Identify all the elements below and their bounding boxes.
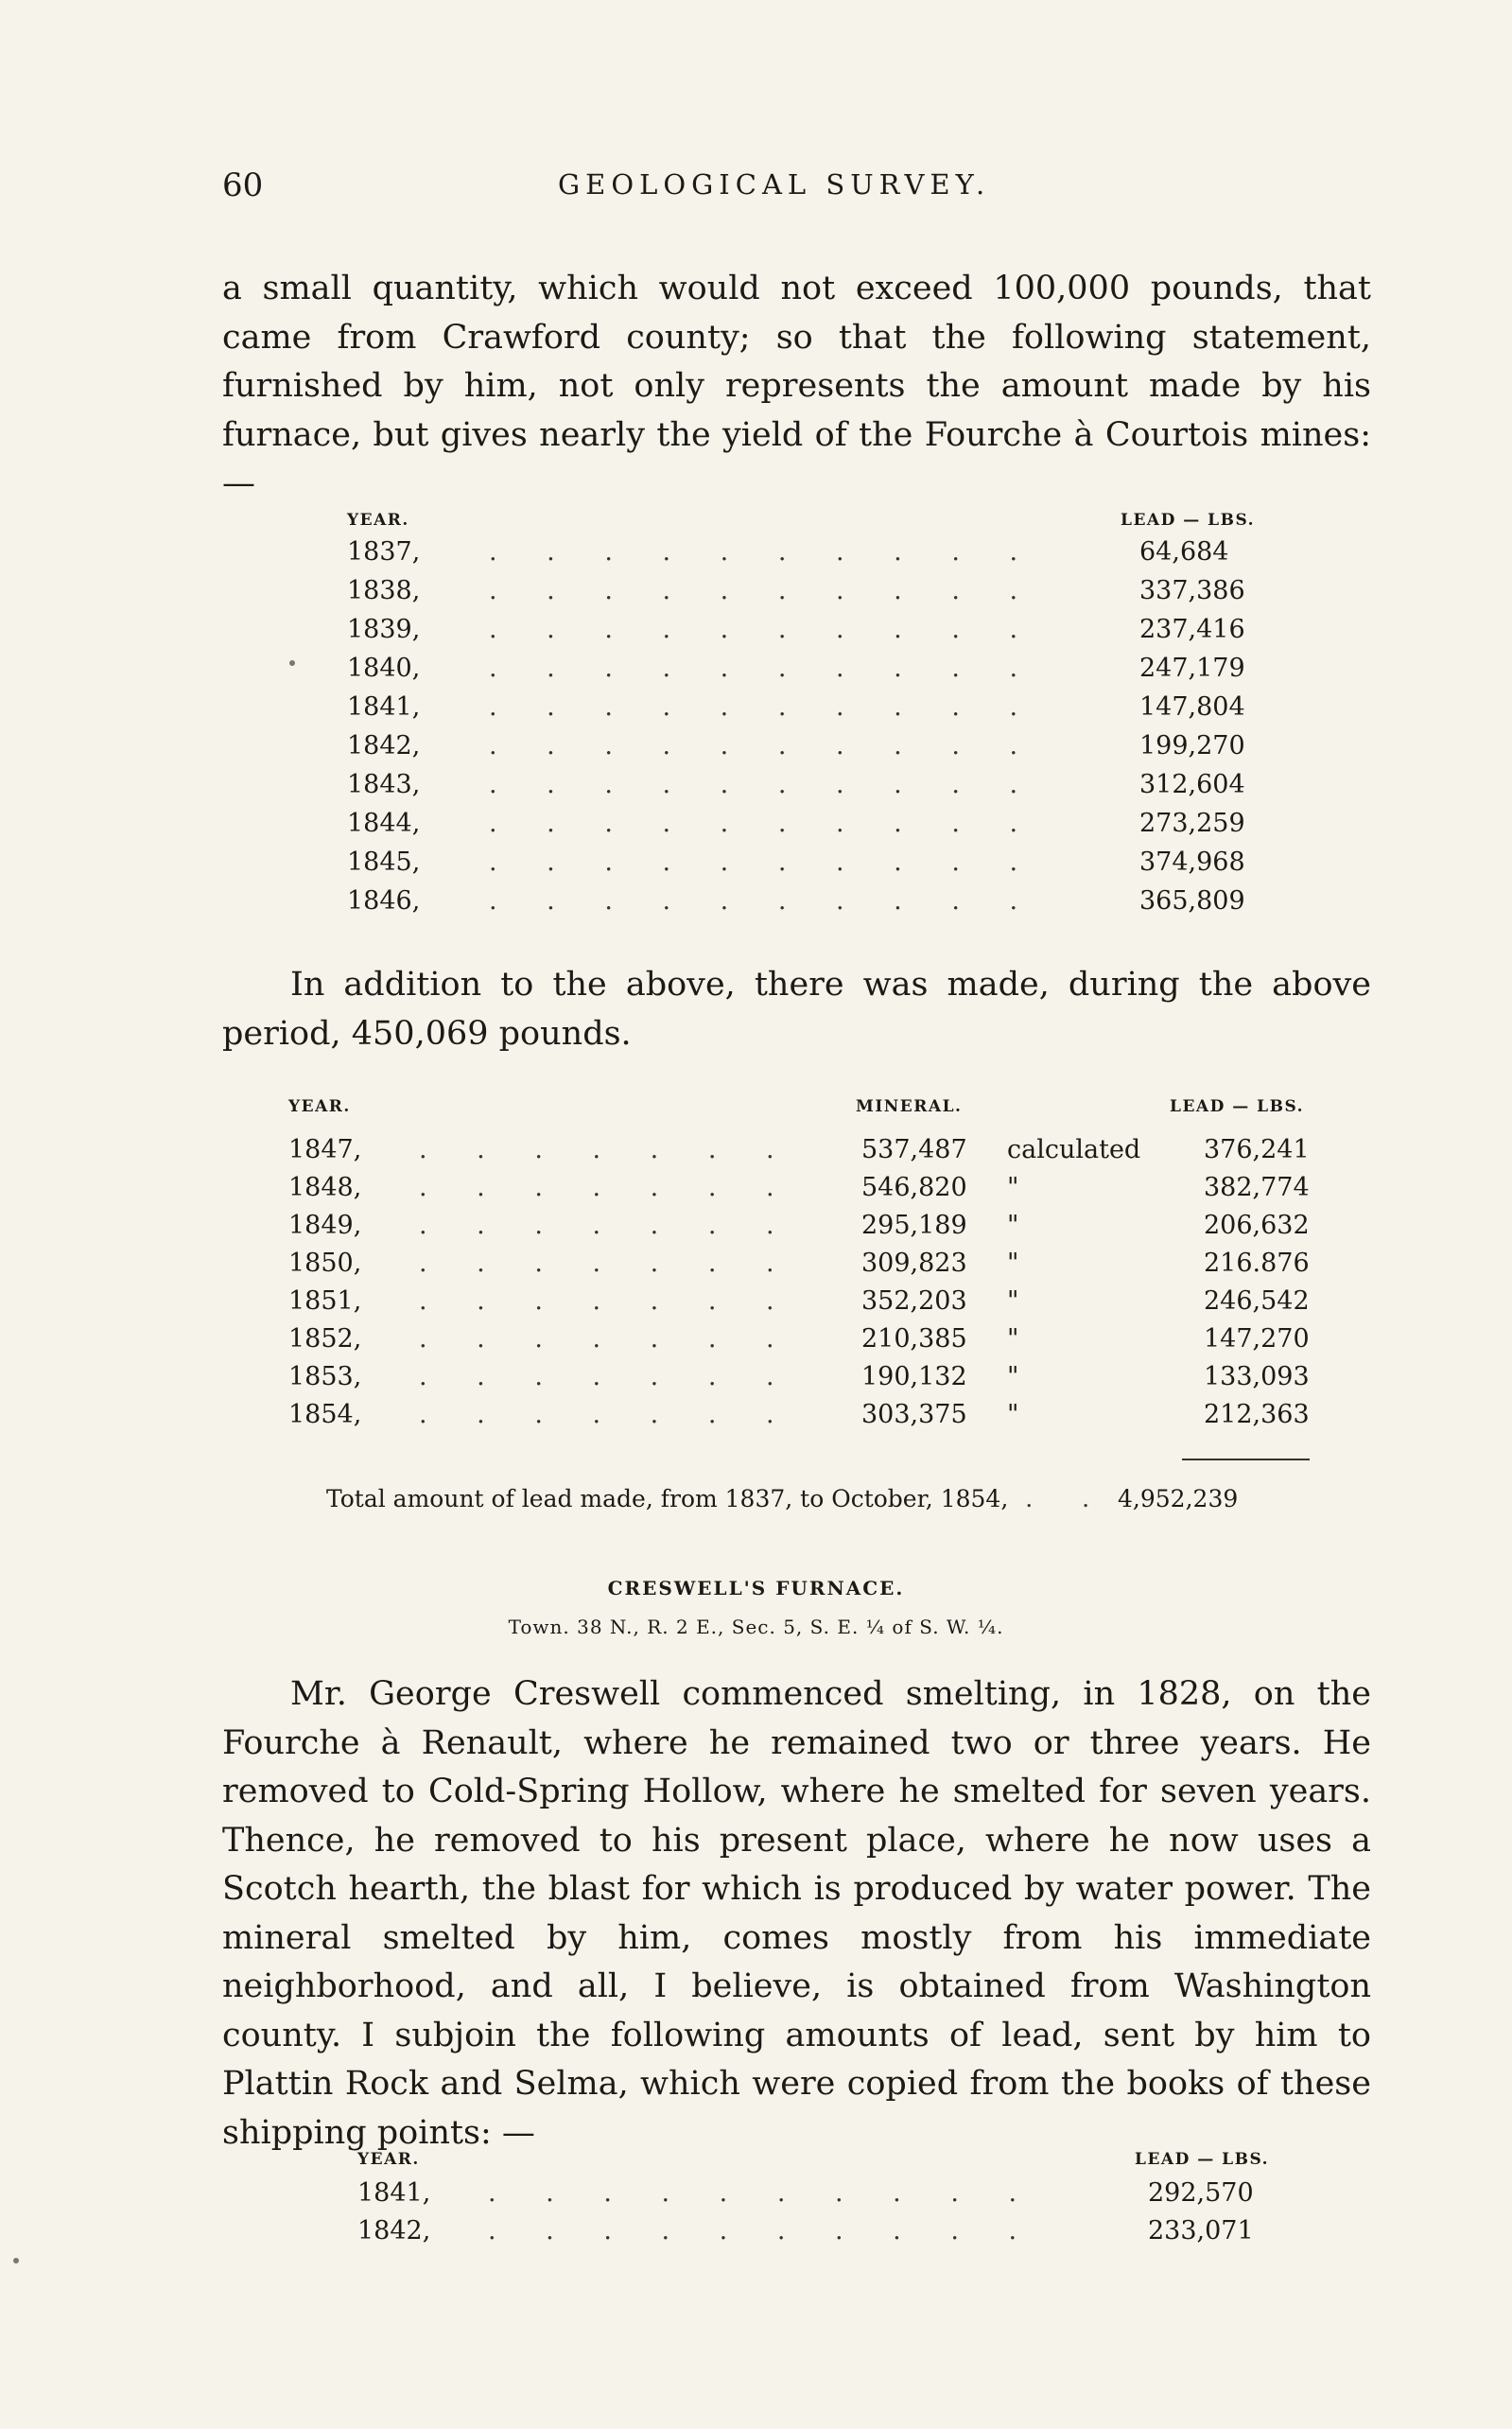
year-cell: 1849,: [288, 1211, 362, 1240]
total-value: 4,952,239: [1118, 1485, 1239, 1512]
lead-cell: 337,386: [1139, 576, 1245, 605]
leader-dots: . . . . . . .: [419, 1211, 795, 1240]
year-cell: 1842,: [347, 731, 421, 760]
section-title: CRESWELL'S FURNACE.: [607, 1577, 905, 1599]
year-cell: 1846,: [347, 886, 421, 916]
leader-dots: . . . . . . .: [419, 1400, 795, 1429]
leader-dots: . . . . . . . . . .: [489, 654, 1039, 683]
year-cell: 1843,: [347, 770, 421, 799]
lead-cell: 133,093: [1204, 1362, 1310, 1391]
table2-header-year: YEAR.: [288, 1097, 351, 1116]
leader-dots: . . . . . . . . . .: [489, 576, 1039, 605]
mineral-cell: 537,487: [861, 1135, 967, 1164]
year-cell: 1854,: [288, 1400, 362, 1429]
print-speck: [13, 2258, 19, 2263]
mineral-lead-table-1847-1854: [288, 1097, 1347, 1513]
lead-cell: 147,804: [1139, 692, 1245, 722]
paragraph-addition: In addition to the above, there was made, during the above period, 450,069 pounds.: [222, 966, 1371, 1053]
lead-cell: 246,542: [1204, 1286, 1310, 1316]
year-cell: 1850,: [288, 1249, 362, 1278]
leader-dots: . . . . . . . . . .: [489, 537, 1039, 567]
year-cell: 1852,: [288, 1324, 362, 1354]
lead-cell: 292,570: [1148, 2178, 1254, 2208]
total-row: [326, 1485, 1238, 1512]
note-cell: ": [1007, 1324, 1019, 1354]
leader-dots: . . . . . . . . . .: [489, 770, 1039, 799]
lead-table-1841-1842: [357, 2150, 1303, 2254]
table3-header-lead: LEAD — LBS.: [1135, 2150, 1270, 2169]
leader-dots: . . . . . . . . . .: [489, 731, 1039, 760]
table2-header-lead: LEAD — LBS.: [1170, 1097, 1305, 1116]
lead-cell: 147,270: [1204, 1324, 1310, 1354]
table1-header-year: YEAR.: [347, 511, 409, 530]
year-cell: 1848,: [288, 1173, 362, 1202]
leader-dots: . . . . . . .: [419, 1286, 795, 1316]
total-leader-dots: . .: [1025, 1485, 1111, 1512]
lead-table-1837-1846: [347, 511, 1302, 955]
mineral-cell: 295,189: [861, 1211, 967, 1240]
paragraph-intro: a small quantity, which would not exceed 100,000 pounds, that came from Crawford county; so that the following statement, furnished by him, not only represents the amount made by his furnace, but gives nearly the yield of the Fourche à Courtois mines: —: [222, 270, 1371, 502]
note-cell: ": [1007, 1173, 1019, 1202]
note-cell: ": [1007, 1211, 1019, 1240]
mineral-cell: 210,385: [861, 1324, 967, 1354]
page-number: 60: [222, 166, 264, 204]
year-cell: 1839,: [347, 615, 421, 644]
lead-cell: 247,179: [1139, 654, 1245, 683]
table1-header-lead: LEAD — LBS.: [1121, 511, 1256, 530]
year-cell: 1841,: [347, 692, 421, 722]
section-location: Town. 38 N., R. 2 E., Sec. 5, S. E. ¼ of S. W. ¼.: [508, 1616, 1004, 1638]
leader-dots: . . . . . . .: [419, 1324, 795, 1354]
leader-dots: . . . . . . .: [419, 1173, 795, 1202]
mineral-cell: 309,823: [861, 1249, 967, 1278]
sum-rule: [1182, 1459, 1310, 1460]
running-head: GEOLOGICAL SURVEY.: [558, 168, 991, 201]
table3-header-year: YEAR.: [357, 2150, 420, 2169]
lead-cell: 237,416: [1139, 615, 1245, 644]
lead-cell: 199,270: [1139, 731, 1245, 760]
leader-dots: . . . . . . .: [419, 1135, 795, 1164]
lead-cell: 382,774: [1204, 1173, 1310, 1202]
lead-cell: 365,809: [1139, 886, 1245, 916]
lead-cell: 212,363: [1204, 1400, 1310, 1429]
lead-cell: 64,684: [1139, 537, 1229, 567]
lead-cell: 216.876: [1204, 1249, 1310, 1278]
mineral-cell: 303,375: [861, 1400, 967, 1429]
year-cell: 1845,: [347, 848, 421, 877]
year-cell: 1844,: [347, 809, 421, 838]
note-cell: ": [1007, 1362, 1019, 1391]
paragraph-creswell: Mr. George Creswell commenced smelting, in 1828, on the Fourche à Renault, where he remained two or three years. He removed to Cold-Spring Hollow, where he smelted for seven years. Thence, he removed to his present place, where he now uses a Scotch hearth, the blast for which is produced by water power. The mineral smelted by him, comes mostly from his immediate neighborhood, and all, I believe, is obtained from Washington county. I subjoin the following amounts of lead, sent by him to Plattin Rock and Selma, which were copied from the books of these shipping points: —: [222, 1675, 1371, 2152]
leader-dots: . . . . . . . . . .: [489, 692, 1039, 722]
table2-header-mineral: MINERAL.: [856, 1097, 963, 1116]
note-cell: ": [1007, 1249, 1019, 1278]
lead-cell: 233,071: [1148, 2216, 1254, 2246]
leader-dots: . . . . . . . . . .: [489, 615, 1039, 644]
year-cell: 1851,: [288, 1286, 362, 1316]
mineral-cell: 190,132: [861, 1362, 967, 1391]
page-header: [222, 166, 1366, 214]
leader-dots: . . . . . . .: [419, 1362, 795, 1391]
leader-dots: . . . . . . . . . .: [488, 2178, 1038, 2208]
leader-dots: . . . . . . . . . .: [488, 2216, 1038, 2246]
year-cell: 1842,: [357, 2216, 431, 2246]
lead-cell: 206,632: [1204, 1211, 1310, 1240]
year-cell: 1838,: [347, 576, 421, 605]
leader-dots: . . . . . . . . . .: [489, 886, 1039, 916]
year-cell: 1847,: [288, 1135, 362, 1164]
mineral-cell: 546,820: [861, 1173, 967, 1202]
note-cell: ": [1007, 1286, 1019, 1316]
note-cell: calculated: [1007, 1135, 1141, 1164]
note-cell: ": [1007, 1400, 1019, 1429]
leader-dots: . . . . . . . . . .: [489, 848, 1039, 877]
leader-dots: . . . . . . .: [419, 1249, 795, 1278]
year-cell: 1853,: [288, 1362, 362, 1391]
year-cell: 1837,: [347, 537, 421, 567]
year-cell: 1840,: [347, 654, 421, 683]
lead-cell: 312,604: [1139, 770, 1245, 799]
total-label: Total amount of lead made, from 1837, to October, 1854,: [326, 1485, 1009, 1512]
leader-dots: . . . . . . . . . .: [489, 809, 1039, 838]
lead-cell: 374,968: [1139, 848, 1245, 877]
print-speck: [289, 660, 295, 666]
lead-cell: 273,259: [1139, 809, 1245, 838]
lead-cell: 376,241: [1204, 1135, 1310, 1164]
mineral-cell: 352,203: [861, 1286, 967, 1316]
year-cell: 1841,: [357, 2178, 431, 2208]
